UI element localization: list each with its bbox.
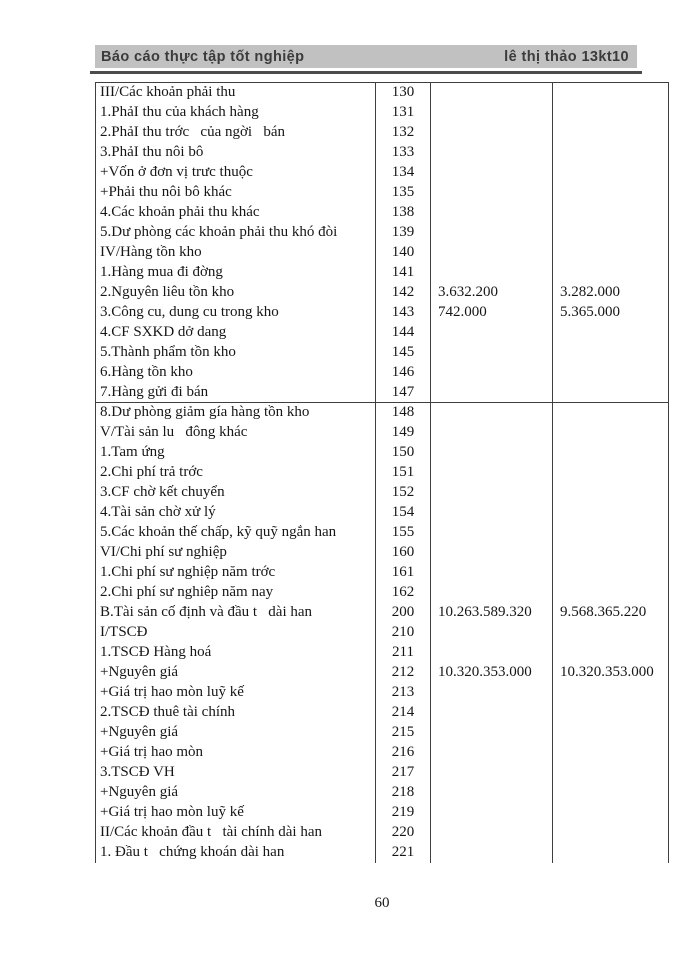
report-title: Báo cáo thực tập tốt nghiệp [101,48,305,65]
row-label: 5.Thành phẩm tồn kho [95,343,375,363]
row-label: 4.CF SXKD dở dang [95,323,375,343]
row-code: 213 [375,683,430,703]
row-code: 151 [375,463,430,483]
row-value-1 [430,183,552,203]
row-value-2 [552,123,669,143]
table-row [95,563,669,583]
row-code: 210 [375,623,430,643]
table-row [95,663,669,683]
row-value-2 [552,643,669,663]
row-label: 2.Chi phí sư nghiêp năm nay [95,583,375,603]
row-code: 140 [375,243,430,263]
table-row [95,803,669,823]
row-value-2 [552,703,669,723]
row-value-2 [552,223,669,243]
row-code: 152 [375,483,430,503]
running-header [95,45,637,68]
row-label: 2.PhảI thu trớc của ngời bán [95,123,375,143]
row-value-2 [552,243,669,263]
row-code: 217 [375,763,430,783]
row-label: II/Các khoản đầu t tài chính dài han [95,823,375,843]
row-value-1 [430,683,552,703]
table-row [95,623,669,643]
row-value-2 [552,483,669,503]
row-value-2 [552,803,669,823]
row-code: 144 [375,323,430,343]
row-value-1 [430,343,552,363]
row-label: IV/Hàng tồn kho [95,243,375,263]
row-value-2 [552,843,669,863]
row-label: III/Các khoản phải thu [95,83,375,103]
table-row [95,143,669,163]
table-row [95,523,669,543]
row-value-2 [552,403,669,423]
row-label: 5.Các khoản thế chấp, kỹ quỹ ngắn han [95,523,375,543]
table-row [95,243,669,263]
row-label: 6.Hàng tồn kho [95,363,375,383]
table-row [95,643,669,663]
row-value-1 [430,803,552,823]
row-label: +Giá trị hao mòn [95,743,375,763]
row-value-2: 10.320.353.000 [552,663,669,683]
row-value-1 [430,223,552,243]
row-value-2 [552,103,669,123]
table-row [95,423,669,443]
table-row [95,403,669,423]
row-value-2: 3.282.000 [552,283,669,303]
row-label: 1. Đầu t chứng khoán dài han [95,843,375,863]
row-code: 200 [375,603,430,623]
row-value-2 [552,183,669,203]
row-value-2 [552,143,669,163]
row-value-1: 10.320.353.000 [430,663,552,683]
table-row [95,303,669,323]
row-value-1 [430,483,552,503]
row-code: 139 [375,223,430,243]
row-value-2 [552,343,669,363]
row-value-2 [552,563,669,583]
row-code: 221 [375,843,430,863]
row-code: 215 [375,723,430,743]
row-value-1 [430,123,552,143]
table-row [95,843,669,863]
row-label: +Nguyên giá [95,783,375,803]
row-value-1 [430,463,552,483]
table-row [95,483,669,503]
row-label: +Nguyên giá [95,663,375,683]
row-code: 212 [375,663,430,683]
row-label: I/TSCĐ [95,623,375,643]
row-value-1 [430,103,552,123]
row-code: 131 [375,103,430,123]
table-row [95,443,669,463]
table-row [95,463,669,483]
table-row [95,223,669,243]
student-name: lê thị thảo 13kt10 [504,48,629,65]
row-value-1 [430,243,552,263]
row-code: 142 [375,283,430,303]
page-number: 60 [374,895,390,911]
row-code: 216 [375,743,430,763]
row-value-1: 3.632.200 [430,283,552,303]
row-value-2 [552,263,669,283]
row-value-2 [552,163,669,183]
row-label: 4.Các khoản phải thu khác [95,203,375,223]
table-row [95,283,669,303]
row-value-1 [430,423,552,443]
row-value-1 [430,583,552,603]
table-row [95,263,669,283]
row-code: 135 [375,183,430,203]
row-code: 160 [375,543,430,563]
row-value-2 [552,783,669,803]
row-code: 154 [375,503,430,523]
row-value-2 [552,543,669,563]
row-label: 2.Nguyên liêu tồn kho [95,283,375,303]
row-label: V/Tài sản lu đông khác [95,423,375,443]
table-row [95,543,669,563]
row-value-2 [552,423,669,443]
row-value-2 [552,503,669,523]
row-label: 2.Chi phí trả trớc [95,463,375,483]
row-code: 134 [375,163,430,183]
row-label: 3.PhảI thu nôi bô [95,143,375,163]
table-row [95,783,669,803]
row-code: 143 [375,303,430,323]
row-code: 220 [375,823,430,843]
row-label: 1.Hàng mua đi đờng [95,263,375,283]
row-value-1 [430,543,552,563]
table-row [95,503,669,523]
table-row [95,163,669,183]
table-row [95,723,669,743]
row-code: 149 [375,423,430,443]
row-label: +Giá trị hao mòn luỹ kế [95,803,375,823]
row-value-1 [430,763,552,783]
row-code: 162 [375,583,430,603]
row-code: 214 [375,703,430,723]
row-code: 146 [375,363,430,383]
row-value-1 [430,703,552,723]
row-label: 8.Dư phòng giảm gía hàng tồn kho [95,403,375,423]
row-label: +Giá trị hao mòn luỹ kế [95,683,375,703]
header-double-rule [90,71,642,74]
row-value-1 [430,563,552,583]
row-code: 219 [375,803,430,823]
row-value-1 [430,203,552,223]
row-label: 2.TSCĐ thuê tài chính [95,703,375,723]
row-value-1 [430,323,552,343]
table-row [95,103,669,123]
row-value-2: 9.568.365.220 [552,603,669,623]
row-code: 211 [375,643,430,663]
row-value-2 [552,463,669,483]
row-value-2 [552,763,669,783]
row-value-1 [430,643,552,663]
row-code: 161 [375,563,430,583]
row-code: 141 [375,263,430,283]
table-row [95,323,669,343]
row-value-1 [430,783,552,803]
table-row [95,183,669,203]
row-value-1 [430,823,552,843]
row-value-2: 5.365.000 [552,303,669,323]
row-value-2 [552,523,669,543]
row-code: 133 [375,143,430,163]
row-value-1 [430,523,552,543]
row-value-1 [430,263,552,283]
row-label: 1.TSCĐ Hàng hoá [95,643,375,663]
row-value-1 [430,143,552,163]
row-value-1: 10.263.589.320 [430,603,552,623]
table-row [95,823,669,843]
row-label: 4.Tài sản chờ xử lý [95,503,375,523]
row-value-2 [552,443,669,463]
row-label: 3.Công cu, dung cu trong kho [95,303,375,323]
balance-table [95,82,669,863]
row-value-2 [552,823,669,843]
table-row [95,343,669,363]
row-label: +Nguyên giá [95,723,375,743]
row-value-2 [552,323,669,343]
row-value-1 [430,163,552,183]
table-row [95,583,669,603]
table-row [95,703,669,723]
table-row [95,683,669,703]
row-label: +Vốn ở đơn vị trưc thuộc [95,163,375,183]
row-code: 145 [375,343,430,363]
row-value-1: 742.000 [430,303,552,323]
row-value-2 [552,623,669,643]
row-value-2 [552,363,669,383]
row-value-2 [552,583,669,603]
row-code: 155 [375,523,430,543]
table-row [95,383,669,403]
row-value-1 [430,723,552,743]
table-row [95,603,669,623]
row-value-1 [430,743,552,763]
row-label: 1.PhảI thu của khách hàng [95,103,375,123]
row-value-1 [430,623,552,643]
row-code: 138 [375,203,430,223]
row-value-1 [430,843,552,863]
row-code: 150 [375,443,430,463]
row-value-1 [430,403,552,423]
row-value-1 [430,83,552,103]
row-value-2 [552,743,669,763]
table-row [95,763,669,783]
table-row [95,743,669,763]
row-label: VI/Chi phí sư nghiệp [95,543,375,563]
table-row [95,83,669,103]
row-code: 148 [375,403,430,423]
row-code: 132 [375,123,430,143]
row-value-2 [552,383,669,402]
row-value-2 [552,203,669,223]
table-row [95,363,669,383]
row-label: 5.Dư phòng các khoản phải thu khó đòi [95,223,375,243]
row-label: B.Tài sản cố định và đầu t dài han [95,603,375,623]
row-code: 147 [375,383,430,402]
row-label: +Phải thu nôi bô khác [95,183,375,203]
row-code: 130 [375,83,430,103]
row-code: 218 [375,783,430,803]
row-label: 3.CF chờ kết chuyển [95,483,375,503]
table-row [95,203,669,223]
table-row [95,123,669,143]
row-value-1 [430,363,552,383]
row-value-1 [430,503,552,523]
row-label: 7.Hàng gửi đi bán [95,383,375,402]
row-value-1 [430,443,552,463]
row-label: 3.TSCĐ VH [95,763,375,783]
row-value-2 [552,683,669,703]
row-value-2 [552,83,669,103]
row-label: 1.Chi phí sư nghiệp năm trớc [95,563,375,583]
row-value-2 [552,723,669,743]
row-label: 1.Tam ứng [95,443,375,463]
row-value-1 [430,383,552,402]
